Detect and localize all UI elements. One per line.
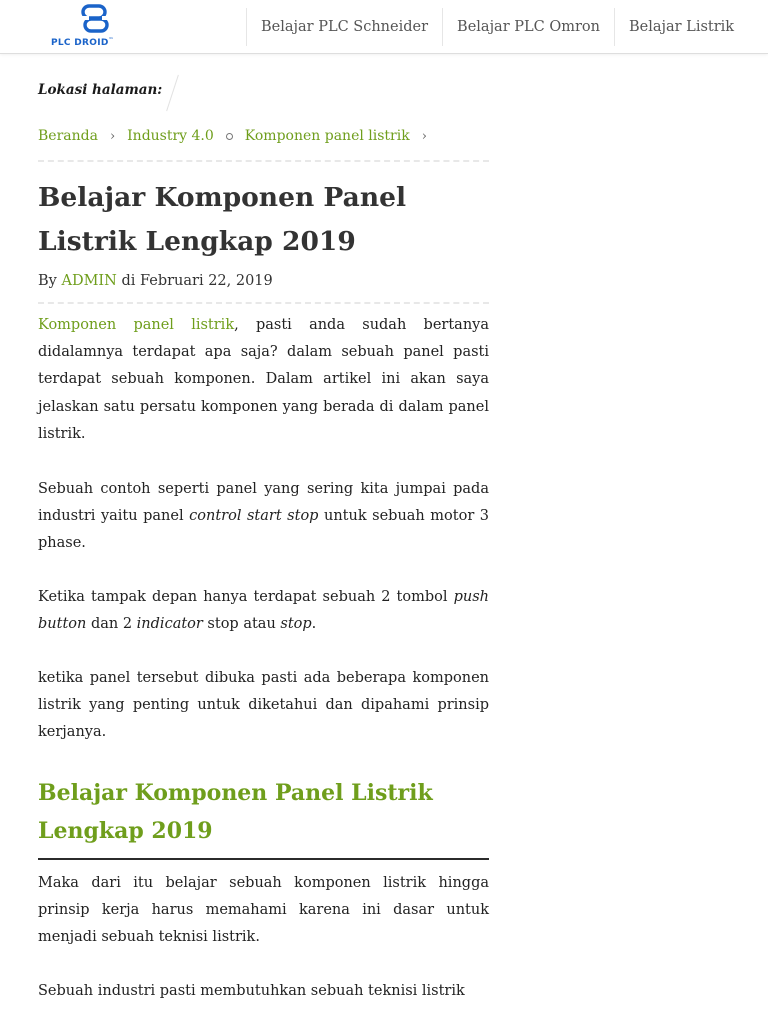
divider (38, 302, 489, 304)
post-date: Februari 22, 2019 (139, 273, 273, 289)
main-nav (246, 8, 748, 46)
paragraph-components: ketika panel tersebut dibuka pasti ada beberapa komponen listrik yang penting untuk diketahui dan dipahami prinsip kerjanya. (38, 670, 489, 741)
article-title: Belajar Komponen Panel Listrik Lengkap 2019 (38, 182, 407, 257)
location-label: Lokasi halaman: (38, 82, 163, 98)
chevron-right-icon: › (421, 128, 427, 144)
circle-separator-icon (226, 133, 233, 140)
paragraph-example: Sebuah contoh seperti panel yang sering kita jumpai pada industri yaitu panel control start stop untuk sebuah motor 3 phase. (38, 481, 490, 552)
komponen-panel-link[interactable]: Komponen panel listrik (38, 317, 235, 333)
location-divider (166, 75, 179, 111)
meta-by: By (38, 273, 57, 289)
breadcrumb-beranda[interactable]: Beranda (38, 128, 98, 144)
breadcrumb (38, 128, 439, 144)
plc-droid-logo[interactable] (50, 4, 150, 50)
section-heading: Belajar Komponen Panel Listrik Lengkap 2019 (38, 780, 433, 844)
nav-belajar-listrik[interactable]: Belajar Listrik (614, 8, 748, 46)
meta-date-prefix: di (121, 273, 136, 289)
breadcrumb-industry[interactable]: Industry 4.0 (127, 128, 214, 144)
plc-droid-logo-icon (80, 4, 110, 34)
heading-underline (38, 858, 489, 860)
article-meta (38, 273, 273, 289)
paragraph-learning: Maka dari itu belajar sebuah komponen listrik hingga prinsip kerja harus memahami karena ini dasar untuk menjadi sebuah teknisi listrik. (38, 875, 489, 946)
author-link[interactable]: ADMIN (61, 273, 117, 289)
paragraph-intro: Komponen panel listrik, pasti anda sudah bertanya didalamnya terdapat apa saja? dalam sebuah panel pasti terdapat sebuah komponen. Dalam artikel ini akan saya jelaskan satu persatu komponen yang berada di dalam panel listrik. (38, 317, 489, 442)
logo-wordmark: PLC DROID™ (51, 37, 114, 48)
chevron-right-icon: › (109, 128, 116, 144)
paragraph-front-view: Ketika tampak depan hanya terdapat sebuah 2 tombol push button dan 2 indicator stop atau stop. (38, 589, 489, 633)
nav-belajar-plc-schneider[interactable]: Belajar PLC Schneider (246, 8, 442, 46)
breadcrumb-komponen-panel[interactable]: Komponen panel listrik (244, 128, 410, 144)
site-header (0, 0, 768, 54)
paragraph-industry: Sebuah industri pasti membutuhkan sebuah teknisi listrik (38, 983, 465, 999)
nav-belajar-plc-omron[interactable]: Belajar PLC Omron (442, 8, 614, 46)
divider (38, 160, 489, 162)
